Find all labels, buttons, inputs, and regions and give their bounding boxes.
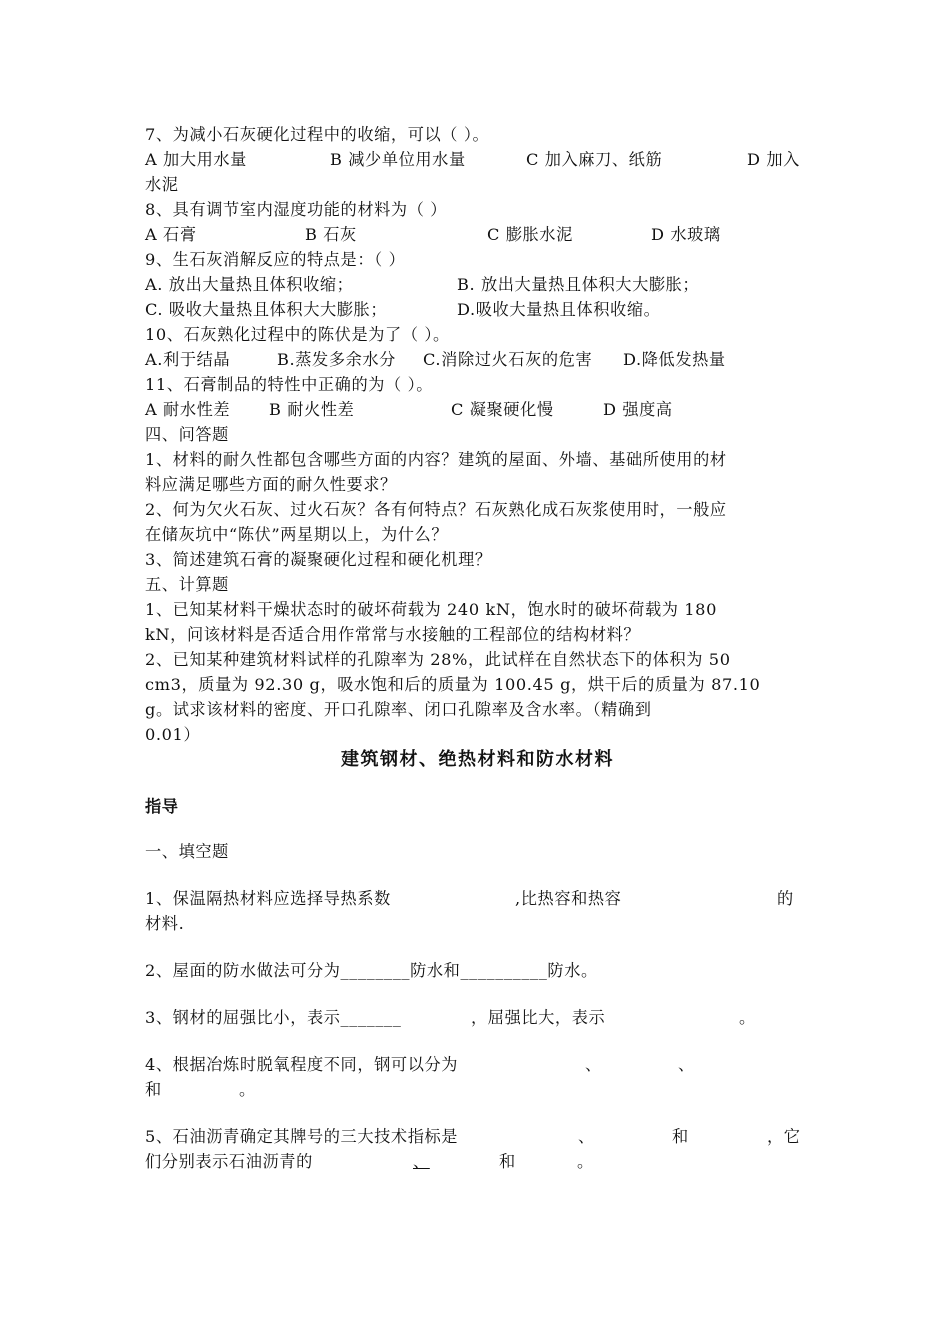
question-9-stem: 9、生石灰消解反应的特点是：（ ） [145,250,406,269]
fill-5-line1: 5、石油沥青确定其牌号的三大技术指标是 、 和 ，它 [145,1127,801,1146]
option-b: B 减少单位用水量 [330,150,466,169]
fill-3: 3、钢材的屈强比小，表示_______ ，屈强比大，表示 。 [145,1008,756,1027]
option-a: A. 放出大量热且体积收缩； [145,275,354,294]
calc-line: g。试求该材料的密度、开口孔隙率、闭口孔隙率及含水率。（精确到 [145,700,652,719]
option-b: B. 放出大量热且体积大大膨胀； [457,275,700,294]
section-4-heading: 四、问答题 [145,425,229,444]
option-d: D.降低发热量 [623,350,726,369]
calc-line: kN，问该材料是否适合用作常常与水接触的工程部位的结构材料？ [145,625,641,644]
question-10-stem: 10、石灰熟化过程中的陈伏是为了（ ）。 [145,325,450,344]
fill-heading: 一、填空题 [145,842,229,861]
question-8-stem: 8、具有调节室内湿度功能的材料为（ ） [145,200,448,219]
option-a: A.利于结晶 [145,350,231,369]
question-7-option-d-continued: 水泥 [145,175,179,194]
option-d: D 强度高 [603,400,673,419]
calc-line: 0.01） [145,725,201,744]
option-c: C 加入麻刀、纸筋 [526,150,663,169]
question-7-options [145,147,810,172]
option-c: C.消除过火石灰的危害 [423,350,593,369]
document-page [145,122,810,1174]
guide-label: 指导 [145,797,179,816]
option-b: B 石灰 [305,225,357,244]
section-5-heading: 五、计算题 [145,575,229,594]
question-9-options-row2 [145,297,810,322]
option-a: A 耐水性差 [145,400,231,419]
option-c: C 膨胀水泥 [487,225,573,244]
essay-line: 3、简述建筑石膏的凝聚硬化过程和硬化机理？ [145,550,492,569]
essay-line: 在储灰坑中“陈伏”两星期以上，为什么？ [145,525,449,544]
question-11-options [145,397,810,422]
option-a: A 加大用水量 [145,150,247,169]
fill-4-line2: 和 。 [145,1080,256,1099]
calc-line: cm3，质量为 92.30 g，吸水饱和后的质量为 100.45 g，烘干后的质量为 87.10 [145,675,761,694]
essay-line: 1、材料的耐久性都包含哪些方面的内容？建筑的屋面、外墙、基础所使用的材 [145,450,727,469]
essay-line: 料应满足哪些方面的耐久性要求？ [145,475,397,494]
chapter-title: 建筑钢材、绝热材料和防水材料 [341,749,614,770]
option-b: B 耐火性差 [269,400,355,419]
question-10-options [145,347,810,372]
essay-line: 2、何为欠火石灰、过火石灰？各有何特点？石灰熟化成石灰浆使用时，一般应 [145,500,727,519]
question-9-options-row1 [145,272,810,297]
calc-line: 1、已知某材料干燥状态时的破坏荷载为 240 kN，饱水时的破坏荷载为 180 [145,600,717,619]
fill-2: 2、屋面的防水做法可分为________防水和__________防水。 [145,961,598,980]
option-c: C 凝聚硬化慢 [451,400,554,419]
calc-line: 2、已知某种建筑材料试样的孔隙率为 28%，此试样在自然状态下的体积为 50 [145,650,731,669]
option-d: D.吸收大量热且体积收缩。 [457,300,661,319]
question-8-options [145,222,810,247]
option-d: D 加入 [747,150,800,169]
option-c: C. 吸收大量热且体积大大膨胀； [145,300,388,319]
fill-5-line2: 们分别表示石油沥青的 、 和 。 [145,1152,594,1171]
question-7-stem: 7、为减小石灰硬化过程中的收缩，可以（ ）。 [145,125,490,144]
option-a: A 石膏 [145,225,197,244]
option-b: B.蒸发多余水分 [277,350,396,369]
fill-1-line1: 1、保温隔热材料应选择导热系数 ,比热容和热容 的 [145,889,794,908]
fill-1-line2: 材料. [145,914,185,933]
fill-4-line1: 4、根据冶炼时脱氧程度不同，钢可以分为 、 、 [145,1055,695,1074]
option-d: D 水玻璃 [651,225,721,244]
question-11-stem: 11、石膏制品的特性中正确的为（ ）。 [145,375,434,394]
